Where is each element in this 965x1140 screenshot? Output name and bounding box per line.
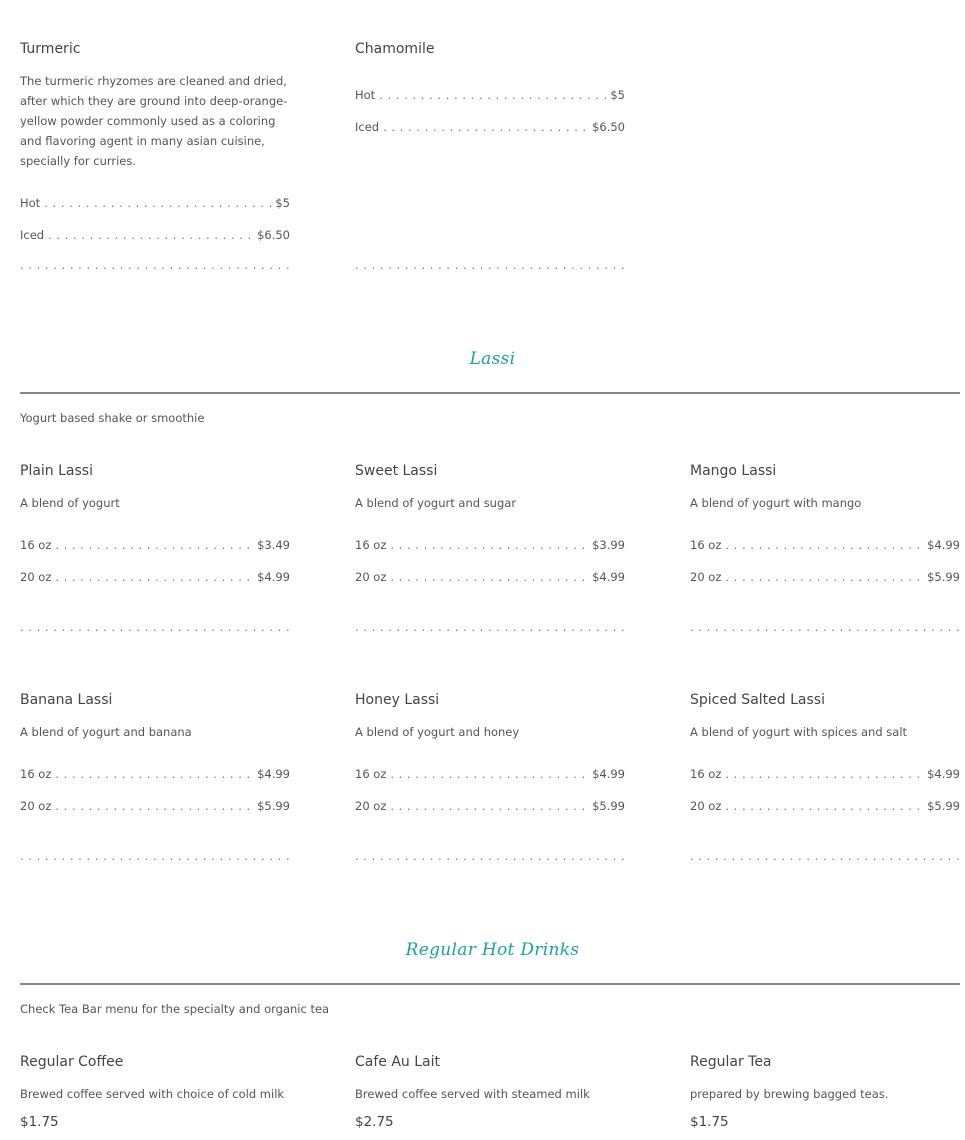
item-name: Sweet Lassi — [355, 463, 438, 479]
menu-item-regular-tea — [690, 1054, 888, 1130]
price-row — [690, 767, 960, 781]
size-label: Hot — [20, 196, 41, 210]
size-label: 16 oz — [355, 767, 387, 781]
item-name: Spiced Salted Lassi — [690, 692, 825, 708]
item-divider — [20, 849, 290, 863]
price: $6.50 — [257, 228, 290, 242]
price-row — [690, 799, 960, 813]
item-divider — [20, 258, 290, 272]
item-name: Mango Lassi — [690, 463, 777, 479]
size-label: 20 oz — [20, 570, 52, 584]
price-row — [20, 767, 290, 781]
item-name: Chamomile — [355, 41, 435, 57]
dot-leader — [725, 570, 923, 584]
price-row — [355, 538, 625, 552]
price-row — [355, 570, 625, 584]
item-description: prepared by brewing bagged teas. — [690, 1087, 889, 1101]
dot-leader — [390, 538, 588, 552]
price-row — [355, 799, 625, 813]
item-name: Banana Lassi — [20, 692, 113, 708]
dot-leader — [55, 538, 253, 552]
price-row — [20, 538, 290, 552]
price: $4.99 — [927, 538, 960, 552]
price: $6.50 — [592, 120, 625, 134]
item-description: A blend of yogurt with spices and salt — [690, 725, 908, 739]
section-title-lassi: Lassi — [469, 349, 516, 369]
item-divider — [355, 620, 625, 634]
item-name: Plain Lassi — [20, 463, 93, 479]
item-divider — [20, 620, 290, 634]
size-label: 16 oz — [355, 538, 387, 552]
price-row — [20, 799, 290, 813]
dot-leader — [55, 570, 253, 584]
section-description: Check Tea Bar menu for the specialty and organic tea — [20, 1002, 330, 1016]
item-description: A blend of yogurt and sugar — [355, 496, 517, 510]
size-label: 20 oz — [20, 799, 52, 813]
dot-leader — [725, 799, 923, 813]
menu-item-sweet-lassi — [355, 463, 625, 584]
price-row — [355, 88, 625, 102]
price-row — [355, 120, 625, 134]
item-name: Turmeric — [20, 41, 81, 57]
menu-item-plain-lassi — [20, 463, 290, 584]
section-title-hot-drinks: Regular Hot Drinks — [405, 940, 580, 960]
section-rule — [20, 983, 960, 985]
dot-leader — [48, 228, 253, 242]
price: $5 — [275, 196, 290, 210]
price: $4.99 — [927, 767, 960, 781]
item-description: A blend of yogurt — [20, 496, 120, 510]
dot-leader — [55, 767, 253, 781]
menu-item-chamomile — [355, 41, 625, 134]
dot-leader — [379, 88, 606, 102]
item-description: A blend of yogurt and honey — [355, 725, 520, 739]
price: $4.99 — [257, 570, 290, 584]
price: $3.49 — [257, 538, 290, 552]
item-description: Brewed coffee served with steamed milk — [355, 1087, 590, 1101]
price: $4.99 — [592, 767, 625, 781]
item-name: Regular Coffee — [20, 1054, 124, 1070]
item-description: A blend of yogurt with mango — [690, 496, 862, 510]
item-name: Honey Lassi — [355, 692, 440, 708]
menu-item-cafe-au-lait — [355, 1054, 590, 1130]
menu-item-honey-lassi — [355, 692, 625, 813]
menu-item-spiced-salted-lassi — [690, 692, 960, 813]
size-label: Iced — [20, 228, 45, 242]
size-label: Iced — [355, 120, 380, 134]
dot-leader — [725, 538, 923, 552]
size-label: Hot — [355, 88, 376, 102]
price: $4.99 — [592, 570, 625, 584]
item-divider — [690, 849, 960, 863]
size-label: 16 oz — [20, 538, 52, 552]
dot-leader — [44, 196, 271, 210]
size-label: 16 oz — [20, 767, 52, 781]
size-label: 20 oz — [690, 570, 722, 584]
dot-leader — [55, 799, 253, 813]
price-row — [355, 767, 625, 781]
size-label: 16 oz — [690, 767, 722, 781]
price: $5.99 — [592, 799, 625, 813]
price: $5.99 — [927, 799, 960, 813]
item-divider — [355, 258, 625, 272]
size-label: 20 oz — [690, 799, 722, 813]
price: $3.99 — [592, 538, 625, 552]
item-name: Regular Tea — [690, 1054, 772, 1070]
dot-leader — [725, 767, 923, 781]
price-row — [20, 228, 290, 242]
price: $1.75 — [20, 1114, 59, 1130]
item-description: The turmeric rhyzomes are cleaned and dried, after which they are ground into deep-orange-yellow powder commonly used as a coloring and flavoring agent in many asian cuisine, specially for curries. — [20, 74, 288, 168]
dot-leader — [390, 767, 588, 781]
item-description: Brewed coffee served with choice of cold milk — [20, 1087, 285, 1101]
size-label: 20 oz — [355, 570, 387, 584]
price: $5.99 — [257, 799, 290, 813]
item-name: Cafe Au Lait — [355, 1054, 441, 1070]
size-label: 20 oz — [355, 799, 387, 813]
price: $5 — [610, 88, 625, 102]
item-description: A blend of yogurt and banana — [20, 725, 192, 739]
price-row — [20, 196, 290, 210]
price-row — [690, 570, 960, 584]
item-divider — [355, 849, 625, 863]
menu-item-regular-coffee — [20, 1054, 284, 1130]
price: $2.75 — [355, 1114, 394, 1130]
price-row — [20, 570, 290, 584]
item-divider — [690, 620, 960, 634]
dot-leader — [390, 799, 588, 813]
menu-item-banana-lassi — [20, 692, 290, 813]
section-description: Yogurt based shake or smoothie — [20, 411, 205, 425]
dot-leader — [390, 570, 588, 584]
price: $1.75 — [690, 1114, 729, 1130]
price-row — [690, 538, 960, 552]
price: $5.99 — [927, 570, 960, 584]
menu-item-turmeric — [20, 41, 298, 242]
price: $4.99 — [257, 767, 290, 781]
menu-item-mango-lassi — [690, 463, 960, 584]
section-rule — [20, 392, 960, 394]
dot-leader — [383, 120, 588, 134]
size-label: 16 oz — [690, 538, 722, 552]
